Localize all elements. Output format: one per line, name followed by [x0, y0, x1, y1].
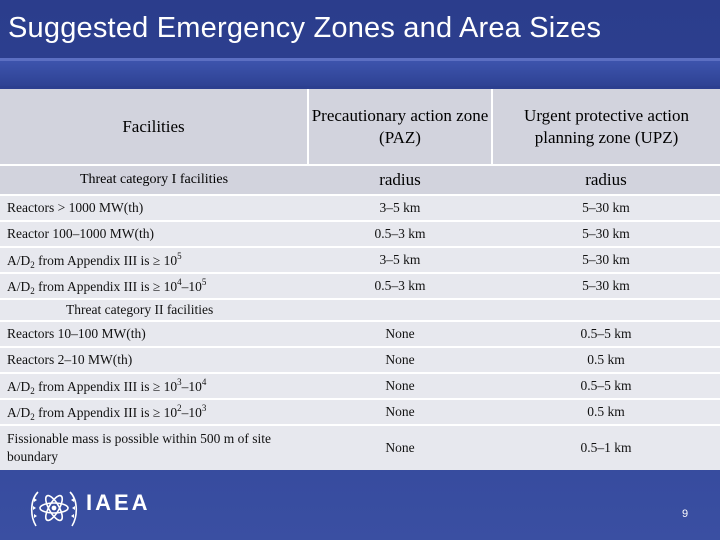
row-upz: 5–30 km [492, 195, 720, 221]
upz-radius-label: radius [492, 165, 720, 195]
table-header-row [0, 89, 720, 165]
row-paz: 3–5 km [308, 195, 492, 221]
row-label: Reactors 2–10 MW(th) [0, 347, 308, 373]
header-facilities: Facilities [0, 89, 308, 165]
iaea-logo-text: IAEA [86, 490, 151, 515]
table-subheader-row [0, 165, 720, 195]
table-row [0, 195, 720, 221]
row-upz: 0.5–5 km [492, 321, 720, 347]
row-label: Reactors > 1000 MW(th) [0, 195, 308, 221]
table-row [0, 347, 720, 373]
row-label: Reactors 10–100 MW(th) [0, 321, 308, 347]
row-label: $A/D_2$ from Appendix III is ≥ $10^5$ [0, 247, 308, 273]
threat-category-2-row [0, 299, 720, 321]
row-label: $A/D_2$ from Appendix III is ≥ $10^3-10^4$ [0, 373, 308, 399]
row-label: Fissionable mass is possible within 500 m of site boundary [0, 425, 308, 470]
row-upz: 5–30 km [492, 221, 720, 247]
table-row [0, 247, 720, 273]
row-upz: 5–30 km [492, 247, 720, 273]
title-divider [0, 58, 720, 86]
threat-category-1-label: Threat category I facilities [0, 165, 308, 195]
page-number: 9 [682, 508, 689, 520]
emergency-zones-table [0, 89, 720, 470]
row-paz: None [308, 321, 492, 347]
header-paz: Precautionary action zone (PAZ) [308, 89, 492, 165]
row-paz: None [308, 373, 492, 399]
row-paz: 0.5–3 km [308, 221, 492, 247]
paz-radius-label: radius [308, 165, 492, 195]
table-row [0, 399, 720, 425]
row-upz: 5–30 km [492, 273, 720, 299]
slide-title: Suggested Emergency Zones and Area Sizes [8, 12, 602, 44]
row-paz: 3–5 km [308, 247, 492, 273]
table-row [0, 425, 720, 470]
row-label: Reactor 100–1000 MW(th) [0, 221, 308, 247]
header-upz: Urgent protective action planning zone (UPZ) [492, 89, 720, 165]
row-paz: None [308, 347, 492, 373]
table-row [0, 321, 720, 347]
row-upz: 0.5–5 km [492, 373, 720, 399]
threat-category-2-label: Threat category II facilities [0, 299, 308, 321]
row-upz: 0.5–1 km [492, 425, 720, 470]
row-upz: 0.5 km [492, 347, 720, 373]
row-label: $A/D_2$ from Appendix III is ≥ $10^2-10^3$ [0, 399, 308, 425]
row-paz: None [308, 399, 492, 425]
table-row [0, 373, 720, 399]
row-upz: 0.5 km [492, 399, 720, 425]
table-row [0, 273, 720, 299]
row-paz: None [308, 425, 492, 470]
table-row [0, 221, 720, 247]
row-label: $A/D_2$ from Appendix III is ≥ $10^4-10^5$ [0, 273, 308, 299]
row-paz: 0.5–3 km [308, 273, 492, 299]
iaea-atom-logo-icon [28, 486, 80, 530]
